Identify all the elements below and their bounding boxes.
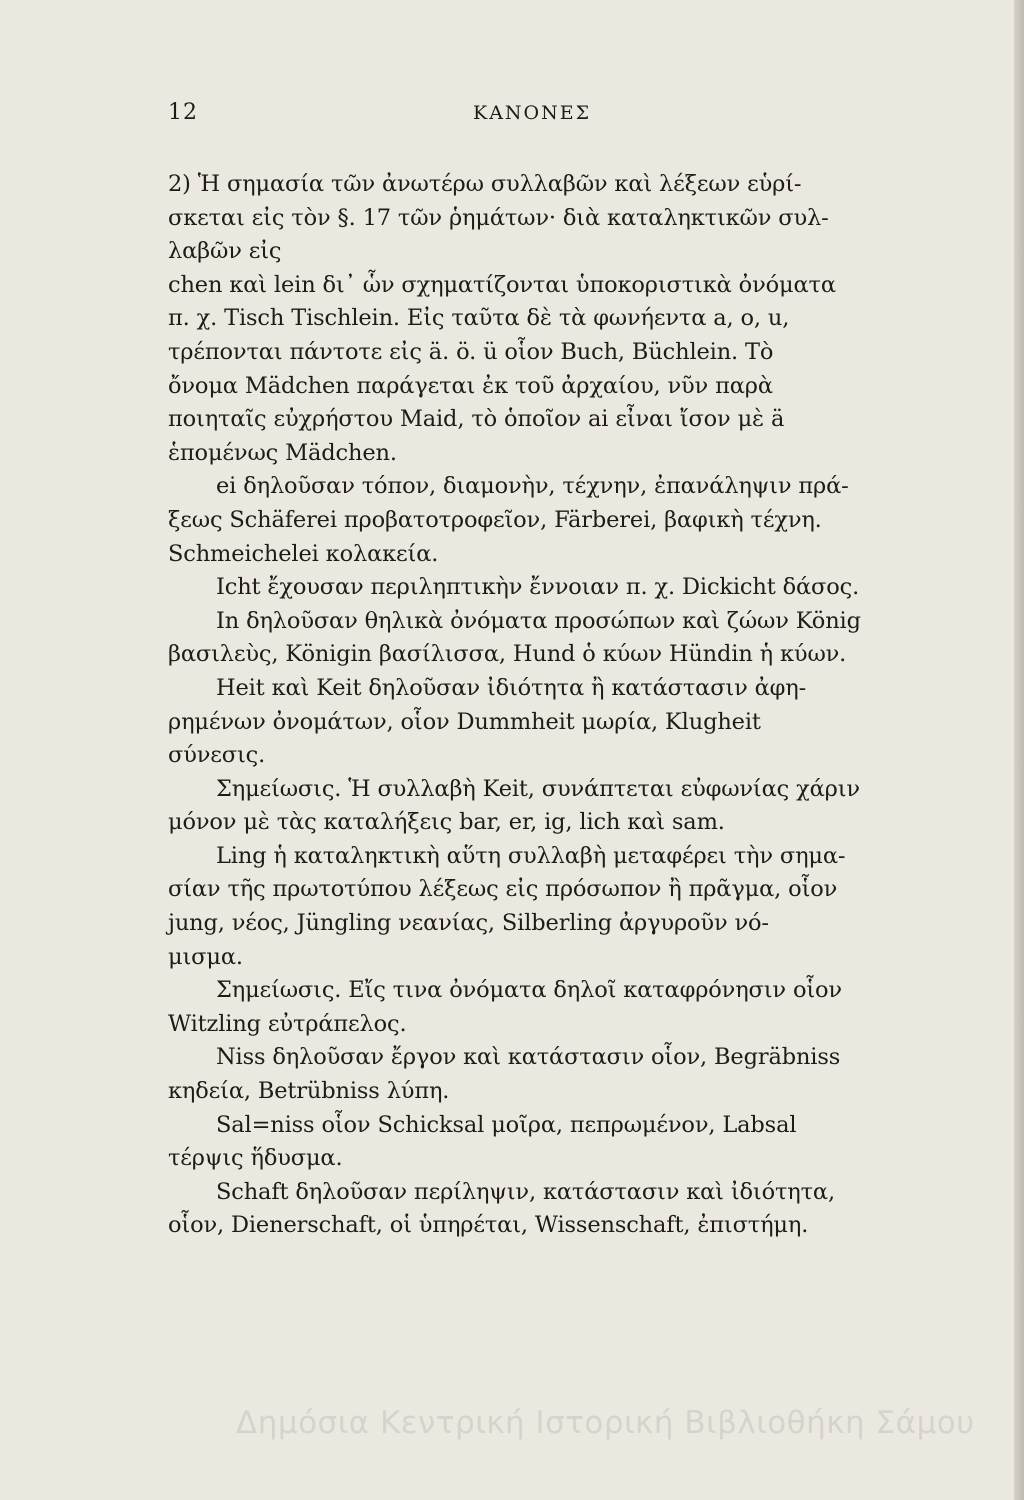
page-header [168, 100, 908, 134]
text-line: ὄνομα Mädchen παράγεται ἐκ τοῦ ἀρχαίου, νῦν παρὰ [168, 372, 773, 399]
text-line: jung, νέος, Jüngling νεανίας, Silberling ἀργυροῦν νό- [168, 910, 769, 937]
text-line: μισμα. [168, 943, 243, 970]
text-line: οἷον, Dienerschaft, οἱ ὑπηρέται, Wissenschaft, ἐπιστήμη. [168, 1212, 809, 1239]
text-line: Sal=niss οἷον Schicksal μοῖρα, πεπρωμένον, Labsal [216, 1111, 797, 1138]
text-line: π. χ. Tisch Tischlein. Εἰς ταῦτα δὲ τὰ φωνήεντα a, o, u, [168, 305, 790, 332]
text-line: chen καὶ lein δι᾽ ὧν σχηματίζονται ὑποκοριστικὰ ὀνόματα [168, 271, 836, 298]
text-line: βασιλεὺς, Königin βασίλισσα, Hund ὁ κύων Hündin ἡ κύων. [168, 641, 847, 668]
text-line: μόνον μὲ τὰς καταλήξεις bar, er, ig, lich καὶ sam. [168, 809, 725, 836]
text-line: τρέπονται πάντοτε εἰς ä. ö. ü οἷον Buch, Büchlein. Τὸ [168, 338, 774, 365]
text-line: ρημένων ὀνομάτων, οἷον Dummheit μωρία, Klugheit [168, 708, 761, 735]
library-watermark: Δημόσια Κεντρική Ιστορική Βιβλιοθήκη Σάμου [236, 1405, 975, 1441]
text-line: Witzling εὐτράπελος. [168, 1010, 407, 1037]
page-number: 12 [168, 100, 198, 125]
text-line: Σημείωσις. Ἡ συλλαβὴ Keit, συνάπτεται εὐφωνίας χάριν [216, 775, 860, 802]
text-line: ἑπομένως Mädchen. [168, 439, 397, 466]
text-line: Icht ἔχουσαν περιληπτικὴν ἔννοιαν π. χ. Dickicht δάσος. [216, 574, 860, 601]
text-line: 2) Ἡ σημασία τῶν ἀνωτέρω συλλαβῶν καὶ λέξεων εὑρί- [168, 171, 802, 197]
text-line: λαβῶν εἰς [168, 238, 282, 265]
text-line: σκεται εἰς τὸν §. 17 τῶν ῥημάτων· διὰ καταληκτικῶν συλ- [168, 204, 829, 231]
text-line: τέρψις ἥδυσμα. [168, 1145, 343, 1172]
text-line: Schmeichelei κολακεία. [168, 540, 439, 567]
text-line: Heit καὶ Keit δηλοῦσαν ἰδιότητα ἢ κατάστασιν ἀφη- [216, 674, 807, 701]
text-line: Σημείωσις. Εἴς τινα ὀνόματα δηλοῖ καταφρόνησιν οἷον [216, 977, 842, 1004]
text-line: Ling ἡ καταληκτικὴ αὕτη συλλαβὴ μεταφέρει τὴν σημα- [216, 842, 846, 869]
body-text [168, 168, 908, 1243]
text-line: In δηλοῦσαν θηλικὰ ὀνόματα προσώπων καὶ ζώων König [216, 607, 861, 634]
text-line: κηδεία, Betrübniss λύπη. [168, 1078, 450, 1105]
text-line: Niss δηλοῦσαν ἔργον καὶ κατάστασιν οἷον, Begräbniss [216, 1044, 841, 1071]
text-line: ei δηλοῦσαν τόπον, διαμονὴν, τέχνην, ἐπανάληψιν πρά- [216, 473, 849, 500]
page-edge [1014, 0, 1024, 1500]
text-line: ποιηταῖς εὐχρήστου Maid, τὸ ὁποῖον ai εἶναι ἴσον μὲ ä [168, 406, 785, 433]
text-line: σίαν τῆς πρωτοτύπου λέξεως εἰς πρόσωπον ἢ πρᾶγμα, οἷον [168, 876, 838, 903]
running-title: ΚΑΝΟΝΕΣ [473, 102, 592, 124]
text-line: σύνεσις. [168, 742, 266, 769]
text-line: Schaft δηλοῦσαν περίληψιν, κατάστασιν καὶ ἰδιότητα, [216, 1178, 835, 1205]
text-line: ξεως Schäferei προβατοτροφεῖον, Färberei, βαφικὴ τέχνη. [168, 506, 822, 533]
